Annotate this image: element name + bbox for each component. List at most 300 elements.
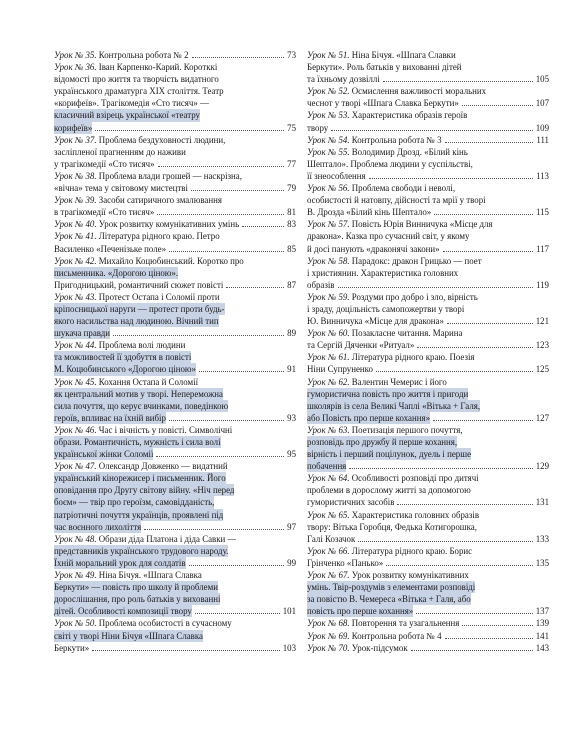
dot-leader (433, 420, 533, 421)
toc-entry-line (54, 557, 296, 569)
lesson-title-text: Контрольна робота № 2 (98, 50, 189, 60)
toc-entry (307, 134, 549, 146)
toc-entry-line (307, 279, 549, 291)
lesson-number: Урок № 65. (307, 509, 350, 520)
toc-entry (54, 460, 296, 533)
toc-entry-line (307, 351, 549, 363)
toc-entry (307, 569, 549, 617)
lesson-number: Урок № 51. (307, 50, 350, 60)
toc-left-column (54, 49, 296, 654)
toc-entry-line (54, 460, 296, 472)
dot-leader (95, 130, 284, 131)
lesson-title-text: час воєнного лихоліття (54, 521, 142, 532)
lesson-title-text: Повторення та узагальнення (351, 618, 460, 629)
lesson-title-text: і зраду, доцільність самопожертви у творі (307, 303, 465, 314)
lesson-title-text: та їхньому дозвіллі (307, 74, 380, 85)
toc-entry (54, 49, 296, 61)
toc-entry-line (307, 61, 549, 73)
lesson-title-text: Кохання Остапа й Соломії (98, 376, 199, 387)
toc-entry (54, 255, 296, 291)
toc-entry-line (307, 521, 549, 533)
toc-entry-line (307, 448, 549, 460)
page-number: 133 (535, 533, 549, 544)
lesson-title-text: Контрольна робота № 4 (351, 630, 442, 641)
lesson-title-text: у трагікомедії «Сто тисяч» (54, 158, 155, 169)
toc-entry-line (307, 134, 549, 146)
lesson-number: Урок № 70. (307, 642, 350, 653)
lesson-title-text: Урок розвитку комунікативних (351, 570, 469, 581)
lesson-number: Урок № 52. (307, 86, 350, 97)
toc-entry-line (307, 400, 549, 412)
lesson-title-text: «корифеїв». Трагікомедія «Сто тисяч» — (54, 98, 209, 109)
lesson-title-text: Поетизація першого почуття, (351, 424, 463, 435)
lesson-title-text: особистості й натовпу, дійсності та мрії у творі (307, 195, 486, 206)
lesson-title-text: сила почуття, що керує вчинками, поведінкою (54, 400, 229, 411)
toc-entry (307, 49, 549, 85)
lesson-title-text: її знеособлення (307, 170, 366, 181)
page-number: 81 (287, 207, 296, 218)
lesson-title-text: проблеми в дорослому житті за допомогою (307, 485, 471, 496)
toc-entry-line (54, 73, 296, 85)
toc-entry-line (54, 291, 296, 303)
toc-entry-line (54, 376, 296, 388)
lesson-title-text: Валентин Чемерис і його (351, 376, 447, 387)
lesson-title-text: Література рідного краю. Поезія (351, 352, 475, 363)
lesson-title-text: та можливостей її здобуття в повісті (54, 352, 192, 363)
lesson-number: Урок № 39. (54, 195, 97, 206)
toc-entry (307, 255, 549, 291)
toc-entry-line (54, 279, 296, 291)
lesson-title-text: Осмислення важливості моральних (351, 86, 487, 97)
lesson-title-text: Особливості розповіді про дитячі (351, 473, 479, 484)
lesson-number: Урок № 69. (307, 630, 350, 641)
toc-entry-line (307, 545, 549, 557)
lesson-title-text: Михайло Коцюбинський. Коротко про (98, 255, 244, 266)
toc-entry-line (307, 97, 549, 109)
toc-entry (307, 509, 549, 545)
lesson-title-text: гумористичних засобів (307, 497, 395, 508)
toc-entry (307, 291, 549, 327)
lesson-title-text: дракона». Казка про сучасний світ, у якому (307, 231, 470, 242)
page-number: 111 (536, 134, 549, 145)
dot-leader (358, 541, 532, 542)
toc-entry-line (54, 521, 296, 533)
toc-entry-line (307, 484, 549, 496)
page-number: 93 (287, 412, 296, 423)
toc-entry (307, 182, 549, 218)
lesson-title-text: Беркути». Роль батьків у вихованні дітей (307, 62, 462, 73)
toc-entry-line (307, 496, 549, 508)
lesson-number: Урок № 64. (307, 473, 350, 484)
lesson-title-text: дорослішання, про роль батьків у вихованні (54, 594, 221, 605)
lesson-title-text: Беркути» — повість про школу й проблеми (54, 582, 218, 593)
dot-leader (191, 190, 284, 191)
lesson-title-text: український кінорежисер і письменник. Його (54, 473, 226, 484)
dot-leader (417, 347, 532, 348)
lesson-number: Урок № 68. (307, 618, 350, 629)
page-number: 99 (287, 557, 296, 568)
toc-entry (54, 424, 296, 460)
lesson-title-text: Іван Карпенко-Карий. Коротккі (98, 62, 218, 73)
toc-entry (54, 61, 296, 134)
page-number: 75 (287, 122, 296, 133)
lesson-number: Урок № 67. (307, 570, 350, 581)
toc-entry (307, 545, 549, 569)
dot-leader (169, 420, 284, 421)
toc-entry-line (307, 509, 549, 521)
dot-leader (192, 57, 285, 58)
lesson-title-text: боєм» — твір про героїзм, самовідданість, (54, 497, 215, 508)
toc-entry-line (54, 134, 296, 146)
toc-right-column (307, 49, 549, 654)
lesson-title-text: Ніна Бічуя. «Шпага Славки (351, 50, 456, 60)
lesson-title-text: побачення (307, 461, 347, 472)
lesson-title-text: Література рідного краю. Петро (98, 231, 220, 242)
toc-entry-line (307, 424, 549, 436)
toc-entry-line (307, 605, 549, 617)
page-number: 83 (287, 219, 296, 230)
lesson-number: Урок № 60. (307, 328, 350, 339)
lesson-title-text: відомості про життя та творчість видатного (54, 74, 219, 85)
toc-entry-line (307, 267, 549, 279)
toc-entry-line (54, 85, 296, 97)
toc-entry-line (307, 327, 549, 339)
toc-entry-line (54, 170, 296, 182)
toc-entry-line (307, 206, 549, 218)
lesson-title-text: Роздуми про добро і зло, вірність (351, 291, 478, 302)
toc-entry-line (307, 557, 549, 569)
toc-entry (307, 218, 549, 254)
dot-leader (349, 468, 532, 469)
lesson-title-text: Олександр Довженко — видатний (98, 461, 228, 472)
lesson-title-text: Проблема свободи і неволі, (351, 183, 456, 194)
lesson-title-text: Характеристика головних образів (351, 509, 480, 520)
dot-leader (383, 81, 533, 82)
toc-entry (307, 327, 549, 351)
lesson-title-text: або Повість про перше кохання» (307, 412, 431, 423)
toc-entry-line (54, 472, 296, 484)
lesson-title-text: Пригодницький, романтичний сюжет повісті (54, 279, 224, 290)
lesson-title-text: в трагікомедії «Сто тисяч» (54, 207, 155, 218)
dot-leader (397, 504, 532, 505)
page-number: 91 (287, 364, 296, 375)
page-number: 135 (535, 557, 549, 568)
lesson-title-text: кріпосницької наруги — протест проти будь- (54, 303, 225, 314)
lesson-title-text: Беркути» (54, 642, 90, 653)
lesson-number: Урок № 48. (54, 533, 97, 544)
toc-entry-line (307, 593, 549, 605)
dot-leader (144, 529, 284, 530)
lesson-number: Урок № 46. (54, 424, 97, 435)
page-number: 137 (535, 606, 549, 617)
lesson-title-text: патріотичні почуття українців, проявлені під (54, 509, 224, 520)
lesson-title-text: Проблема бездуховності людини, (98, 134, 226, 145)
lesson-title-text: якого насильства над людиною. Вічний тип (54, 316, 219, 327)
toc-entry-line (307, 472, 549, 484)
lesson-number: Урок № 45. (54, 376, 97, 387)
dot-leader (338, 287, 534, 288)
page-number: 77 (287, 158, 296, 169)
toc-entry (54, 291, 296, 339)
lesson-title-text: умінь. Твір-роздумів з елементами розповіді (307, 582, 476, 593)
toc-entry-line (54, 218, 296, 230)
dot-leader (169, 251, 284, 252)
dot-leader (376, 371, 533, 372)
toc-entry-line (54, 484, 296, 496)
toc-entry-line (54, 243, 296, 255)
toc-entry-line (307, 315, 549, 327)
lesson-title-text: вірність і перший поцілунок, дуель і перше (307, 449, 472, 460)
toc-entry-line (54, 158, 296, 170)
lesson-title-text: Контрольна робота № 3 (351, 134, 442, 145)
toc-entry-line (54, 412, 296, 424)
lesson-title-text: української жінки Соломії (54, 449, 154, 460)
lesson-title-text: образів (307, 279, 335, 290)
dot-leader (445, 638, 533, 639)
lesson-title-text: Образи діда Платона і діда Савки — (98, 533, 237, 544)
lesson-number: Урок № 61. (307, 352, 350, 363)
toc-entry-line (54, 496, 296, 508)
toc-entry-line (307, 569, 549, 581)
toc-entry (54, 569, 296, 617)
toc-entry-line (307, 122, 549, 134)
toc-entry-line (307, 194, 549, 206)
lesson-title-text: гумористична повість про життя і пригоди (307, 388, 469, 399)
toc-entry (54, 533, 296, 569)
page-number: 117 (536, 243, 549, 254)
toc-entry-line (54, 315, 296, 327)
lesson-number: Урок № 56. (307, 183, 350, 194)
lesson-number: Урок № 44. (54, 340, 97, 351)
lesson-title-text: Характеристика образів героїв (351, 110, 468, 121)
lesson-title-text: школярів із села Великі Чаплі «Вітька + Галя, (307, 400, 481, 411)
lesson-title-text: й досі панують «драконячі закони» (307, 243, 440, 254)
lesson-title-text: Повість Юрія Винничука «Місце для (351, 219, 493, 230)
toc-entry-line (54, 194, 296, 206)
toc-entry-line (307, 533, 549, 545)
lesson-title-text: чеснот у творі «Шпага Славка Беркути» (307, 98, 459, 109)
toc-entry-line (307, 303, 549, 315)
lesson-number: Урок № 50. (54, 618, 97, 629)
dot-leader (156, 456, 284, 457)
dot-leader (416, 613, 532, 614)
page-number: 89 (287, 328, 296, 339)
lesson-title-text: образи. Романтичність, мужність і сила волі (54, 437, 221, 447)
page-number: 121 (535, 316, 549, 327)
toc-entry-line (54, 593, 296, 605)
toc-entry-line (54, 109, 296, 121)
toc-entry-line (54, 533, 296, 545)
toc-entry-line (307, 243, 549, 255)
lesson-number: Урок № 59. (307, 291, 350, 302)
toc-entry-line (307, 109, 549, 121)
lesson-number: Урок № 42. (54, 255, 97, 266)
lesson-number: Урок № 66. (307, 545, 350, 556)
toc-entry-line (307, 388, 549, 400)
toc-entry-line (54, 182, 296, 194)
lesson-number: Урок № 37. (54, 134, 97, 145)
lesson-title-text: Проблема особистості в сучасному (98, 618, 232, 629)
lesson-title-text: Їхній моральний урок для солдатів (54, 557, 186, 568)
lesson-number: Урок № 43. (54, 291, 97, 302)
page-number: 131 (535, 497, 549, 508)
page-number: 141 (535, 630, 549, 641)
dot-leader (189, 565, 285, 566)
lesson-title-text: та Сергій Дяченки «Ритуал» (307, 340, 415, 351)
toc-entry-line (54, 363, 296, 375)
lesson-title-text: розповідь про дружбу й перше кохання, (307, 437, 458, 447)
toc-entry-line (307, 170, 549, 182)
page-number: 97 (287, 521, 296, 532)
toc-entry-line (307, 460, 549, 472)
lesson-title-text: письменника. «Дорогою ціною». (54, 267, 179, 278)
dot-leader (411, 650, 533, 651)
dot-leader (462, 625, 532, 626)
page-number: 105 (535, 74, 549, 85)
dot-leader (447, 323, 533, 324)
page-number: 103 (282, 642, 296, 653)
toc-entry-line (307, 182, 549, 194)
page-number: 143 (535, 642, 549, 653)
toc-entry (307, 351, 549, 375)
lesson-title-text: Час і вічність у повісті. Символічні (98, 424, 233, 435)
toc-entry (307, 617, 549, 629)
dot-leader (157, 214, 284, 215)
lesson-number: Урок № 57. (307, 219, 350, 230)
lesson-title-text: Проблема волі людини (98, 340, 186, 351)
lesson-title-text: Урок-підсумок (351, 642, 408, 653)
toc-entry (307, 642, 549, 654)
page-number: 119 (536, 279, 549, 290)
page-number: 109 (535, 122, 549, 133)
lesson-number: Урок № 35. (54, 50, 97, 60)
dot-leader (113, 335, 284, 336)
lesson-title-text: Шептало». Проблема людини у суспільстві, (307, 158, 473, 169)
dot-leader (158, 166, 285, 167)
lesson-title-text: оповідання про Другу світову війну. «Ніч перед (54, 485, 235, 496)
toc-entry-line (54, 351, 296, 363)
page-number: 107 (535, 98, 549, 109)
toc-entry-line (54, 122, 296, 134)
lesson-title-text: Ніни Супруненко (307, 364, 373, 375)
lesson-title-text: за повістю В. Чемереса «Вітька + Галя, або (307, 594, 471, 605)
toc-entry (54, 339, 296, 375)
page-number: 123 (535, 340, 549, 351)
toc-entry (54, 170, 296, 194)
dot-leader (331, 130, 532, 131)
toc-entry-line (307, 85, 549, 97)
dot-leader (445, 142, 534, 143)
page-number: 101 (282, 606, 296, 617)
lesson-number: Урок № 53. (307, 110, 350, 121)
lesson-number: Урок № 38. (54, 170, 97, 181)
toc-entry-line (307, 436, 549, 448)
toc-entry-line (54, 509, 296, 521)
toc-entry-line (307, 158, 549, 170)
lesson-number: Урок № 41. (54, 231, 97, 242)
lesson-title-text: світі у творі Ніни Бічуя «Шпага Славка (54, 630, 203, 641)
toc-entry-line (54, 303, 296, 315)
page-number: 95 (287, 449, 296, 460)
lesson-title-text: «вічна» тема у світовому мистецтві (54, 183, 188, 194)
toc-entry-line (54, 569, 296, 581)
toc-entry-line (307, 339, 549, 351)
lesson-number: Урок № 55. (307, 146, 350, 157)
toc-entry-line (307, 363, 549, 375)
lesson-title-text: Василенко «Печенізьке поле» (54, 243, 167, 254)
dot-leader (386, 565, 532, 566)
page-number: 125 (535, 364, 549, 375)
toc-entry-line (54, 388, 296, 400)
page-number: 87 (287, 279, 296, 290)
lesson-title-text: дітей. Особливості композиції твору (54, 606, 192, 617)
toc-entry (307, 424, 549, 472)
page-number: 139 (535, 618, 549, 629)
toc-entry (307, 630, 549, 642)
lesson-title-text: твору (307, 122, 329, 133)
toc-entry (307, 472, 549, 508)
page-number: 73 (287, 50, 296, 60)
dot-leader (92, 650, 280, 651)
toc-entry-line (307, 230, 549, 242)
dot-leader (242, 226, 284, 227)
toc-entry-line (54, 436, 296, 448)
toc-entry (54, 617, 296, 653)
lesson-title-text: Володимир Дрозд. «Білий кінь (351, 146, 468, 157)
lesson-title-text: Проблема влади грошей — наскрізна, (98, 170, 242, 181)
page-number: 113 (536, 170, 549, 181)
lesson-title-text: Грінченко «Панько» (307, 557, 384, 568)
lesson-title-text: Галі Козачок (307, 533, 356, 544)
lesson-number: Урок № 58. (307, 255, 350, 266)
lesson-title-text: твору: Вітька Горобця, Федька Котигорошка, (307, 521, 477, 532)
dot-leader (226, 287, 284, 288)
toc-entry-line (307, 617, 549, 629)
toc-entry-line (54, 642, 296, 654)
toc-entry-line (54, 61, 296, 73)
toc-entry-line (307, 49, 549, 61)
lesson-title-text: і християнин. Характеристика головних (307, 267, 459, 278)
lesson-number: Урок № 40. (54, 219, 97, 230)
dot-leader (462, 105, 533, 106)
page-number: 85 (287, 243, 296, 254)
lesson-number: Урок № 36. (54, 62, 97, 73)
lesson-title-text: Урок розвитку комунікативних умінь (98, 219, 240, 230)
page-number: 127 (535, 412, 549, 423)
lesson-title-text: класичний взірець української «театру (54, 110, 200, 121)
toc-entry-line (54, 545, 296, 557)
page-number: 129 (535, 461, 549, 472)
toc-entry (54, 218, 296, 230)
toc-entry-line (54, 146, 296, 158)
toc-entry-line (307, 255, 549, 267)
toc-entry-line (307, 146, 549, 158)
toc-entry (54, 134, 296, 170)
toc-entry (54, 194, 296, 218)
lesson-title-text: Протест Остапа і Соломії проти (98, 291, 220, 302)
toc-entry-line (54, 581, 296, 593)
lesson-title-text: шукача правди (54, 328, 111, 339)
dot-leader (199, 371, 284, 372)
lesson-title-text: Література рідного краю. Борис (351, 545, 473, 556)
dot-leader (434, 214, 533, 215)
toc-entry-line (307, 376, 549, 388)
toc-entry-line (307, 581, 549, 593)
dot-leader (369, 178, 533, 179)
dot-leader (443, 251, 533, 252)
toc-entry-line (54, 267, 296, 279)
toc-entry-line (54, 617, 296, 629)
